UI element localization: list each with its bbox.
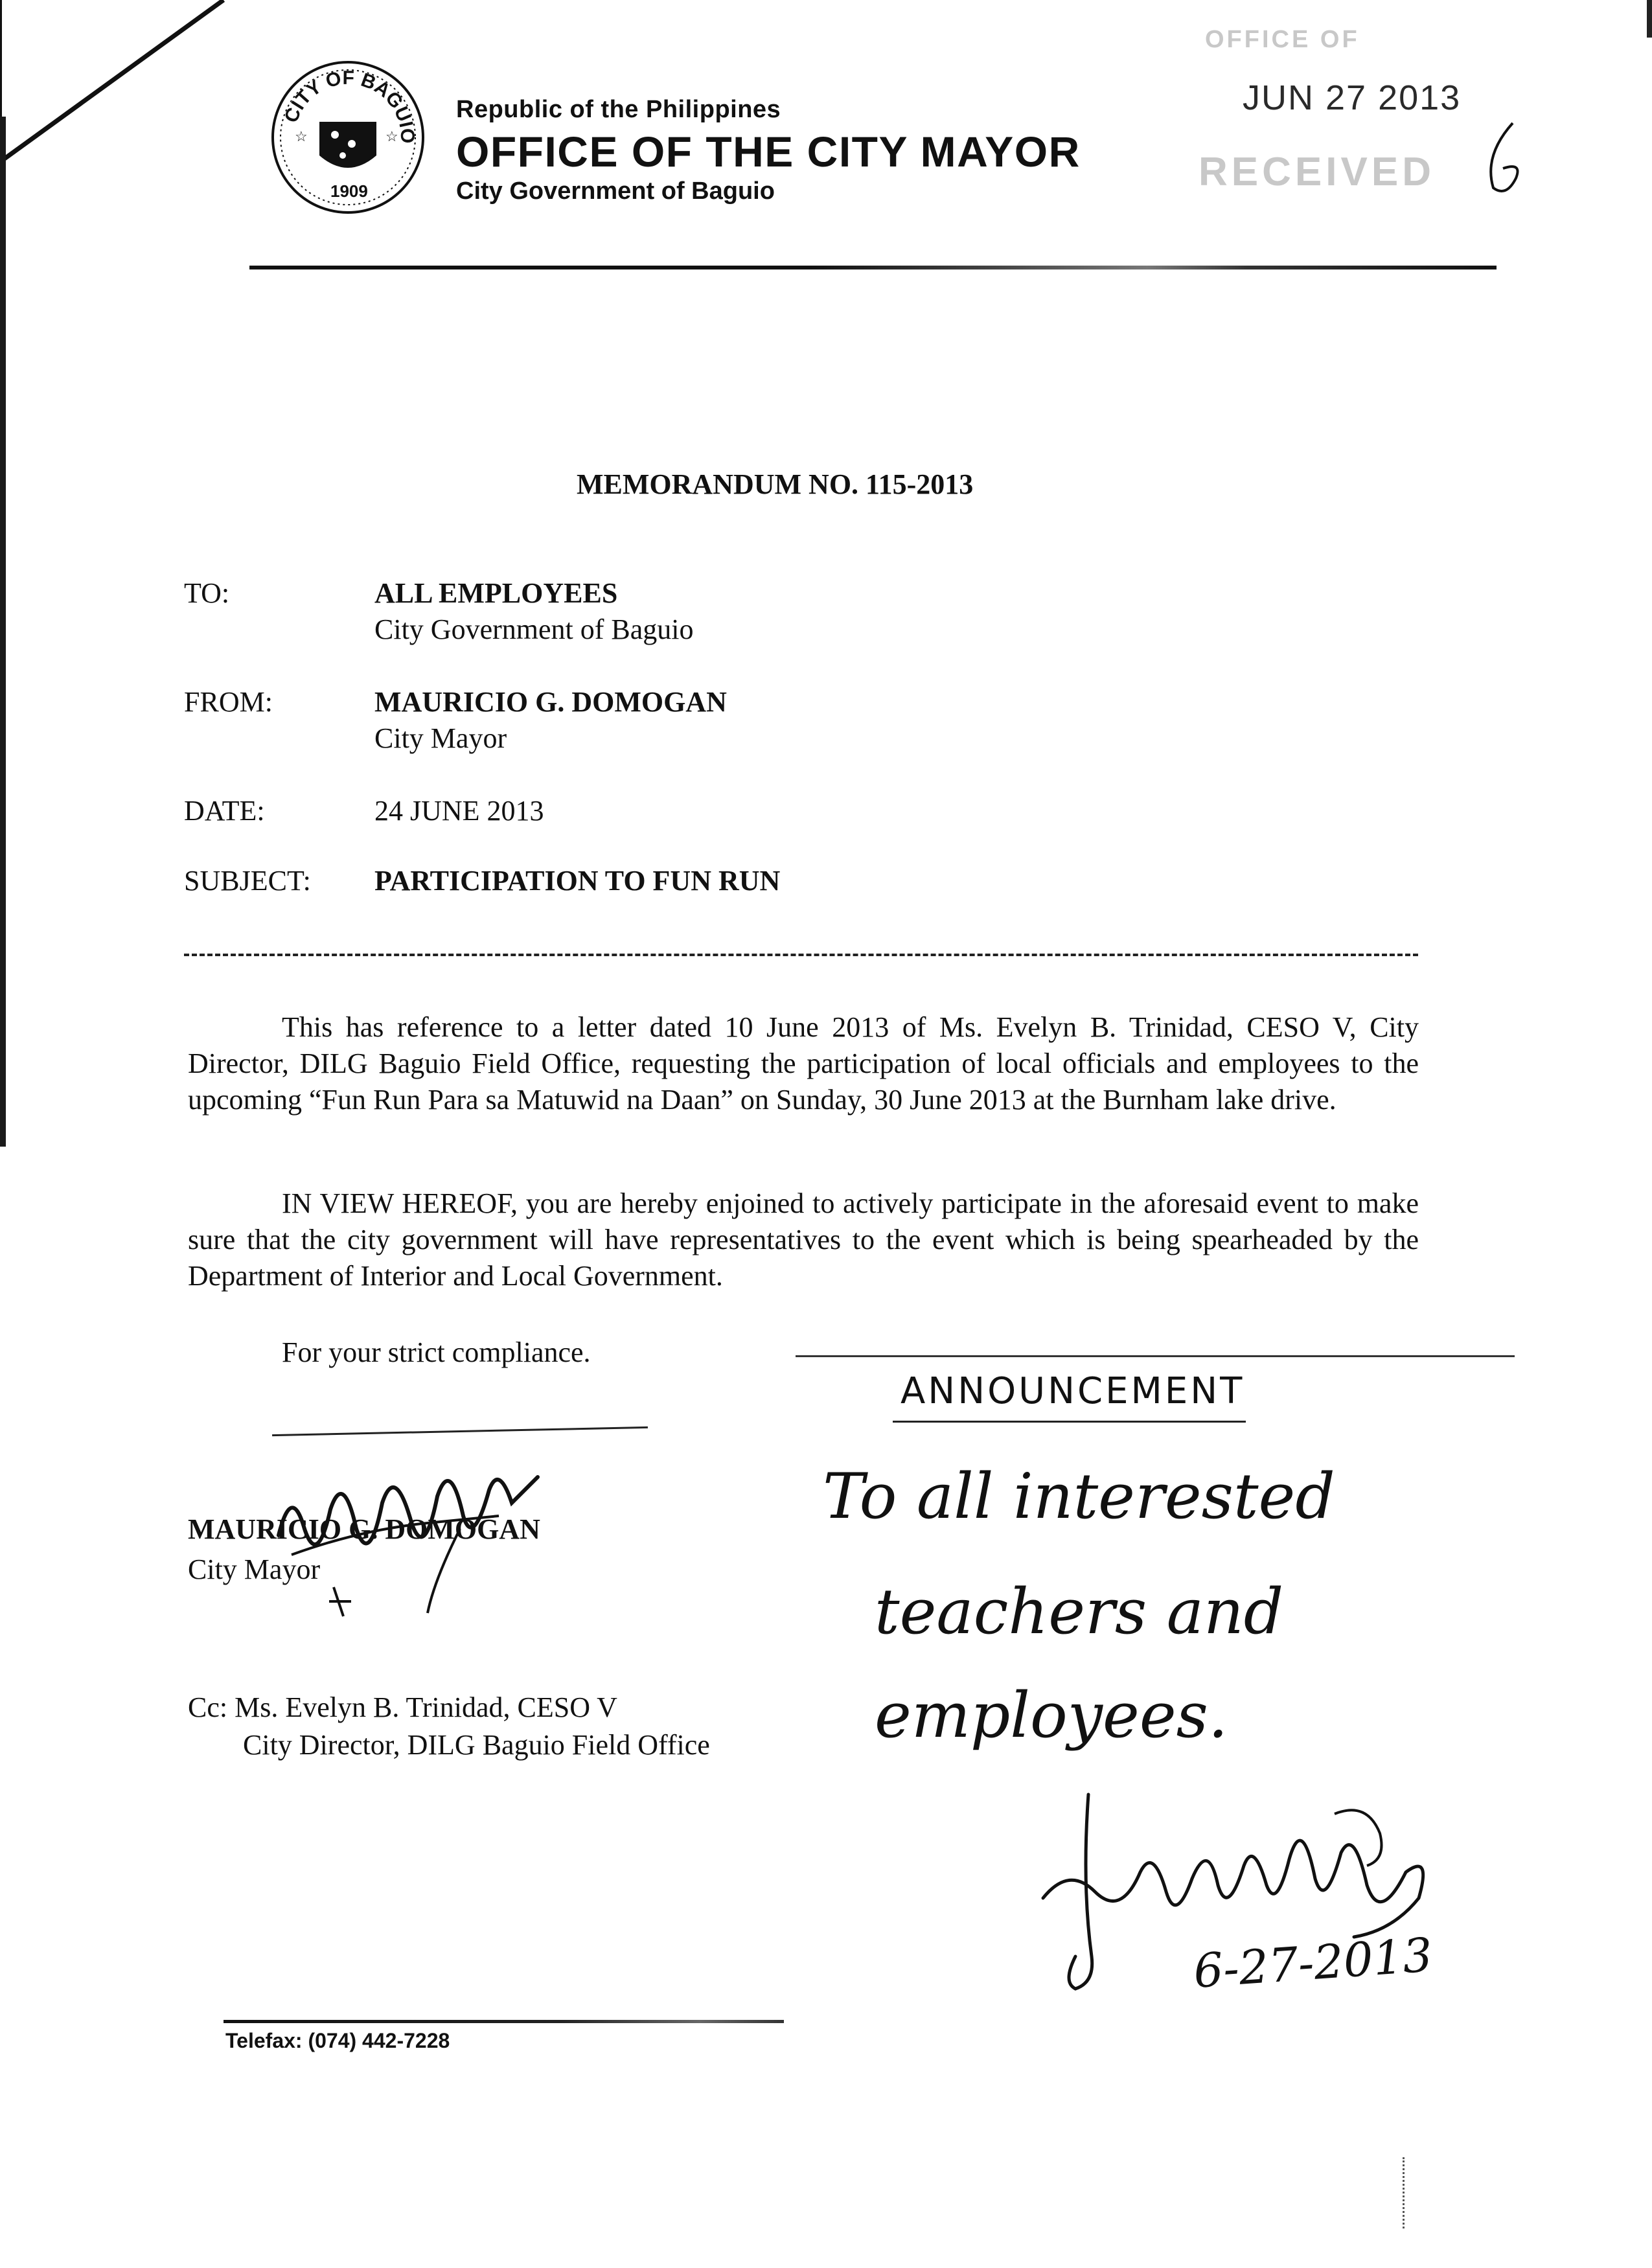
to-recipient: ALL EMPLOYEES xyxy=(374,577,618,609)
header-rule xyxy=(249,266,1497,269)
from-name: MAURICIO G. DOMOGAN xyxy=(374,686,727,718)
seal-year: 1909 xyxy=(330,181,368,201)
announcement-line-3: employees. xyxy=(875,1679,1228,1752)
stamp-office-text: OFFICE OF xyxy=(1205,26,1360,53)
footer-rule xyxy=(224,2020,784,2023)
compliance-line: For your strict compliance. xyxy=(282,1336,591,1368)
announcement-title-underline xyxy=(893,1421,1246,1423)
signatory-name: MAURICIO G. DOMOGAN xyxy=(188,1513,540,1545)
cc-recipient-title: City Director, DILG Baguio Field Office xyxy=(243,1729,710,1761)
announcement-title: ANNOUNCEMENT xyxy=(901,1370,1245,1412)
page-corner-fold xyxy=(0,0,233,194)
to-organization: City Government of Baguio xyxy=(374,613,694,645)
date-value: 24 JUNE 2013 xyxy=(374,795,544,827)
cc-recipient: Cc: Ms. Evelyn B. Trinidad, CESO V xyxy=(188,1691,617,1723)
scan-mark xyxy=(1403,2157,1410,2228)
stamp-received-text: RECEIVED xyxy=(1199,150,1435,194)
from-label: FROM: xyxy=(184,686,273,718)
city-seal-icon xyxy=(269,58,428,217)
stamp-handwritten-mark xyxy=(1477,117,1529,201)
announcement-line-1: To all interested xyxy=(823,1460,1335,1533)
memo-title: MEMORANDUM NO. 115-2013 xyxy=(577,468,974,500)
date-label: DATE: xyxy=(184,795,265,827)
signature-line xyxy=(272,1426,648,1436)
scan-edge xyxy=(0,117,6,1147)
scan-edge xyxy=(1647,0,1652,38)
announcement-line-2: teachers and xyxy=(875,1575,1284,1648)
body-paragraph-1: This has reference to a letter dated 10 June 2013 of Ms. Evelyn B. Trinidad, CESO V, City Director, DILG Baguio Field Office, requesting the participation of local officials and employees to the upcoming “Fun Run Para sa Matuwid na Daan” on Sunday, 30 June 2013 at the Burnham lake drive. xyxy=(188,1011,1419,1116)
section-divider xyxy=(184,954,1418,956)
announcement-date: 6-27-2013 xyxy=(1191,1927,1434,1999)
footer-telefax: Telefax: (074) 442-7228 xyxy=(225,2029,450,2052)
header-government: City Government of Baguio xyxy=(456,178,775,205)
svg-text:☆: ☆ xyxy=(295,128,308,144)
announcement-top-rule xyxy=(796,1355,1515,1357)
seal-text: CITY OF BAGUIO xyxy=(280,67,419,144)
signatory-title: City Mayor xyxy=(188,1553,321,1585)
stamp-date: JUN 27 2013 xyxy=(1243,78,1462,117)
svg-text:☆: ☆ xyxy=(385,128,398,144)
from-title: City Mayor xyxy=(374,722,507,754)
header-republic: Republic of the Philippines xyxy=(456,96,781,123)
body-paragraph-2: IN VIEW HEREOF, you are hereby enjoined to actively participate in the aforesaid event to make sure that the city government will have representatives to the event which is being spearheaded by the Department of Interior and Local Government. xyxy=(188,1187,1419,1292)
mayor-signature xyxy=(266,1458,564,1620)
subject-value: PARTICIPATION TO FUN RUN xyxy=(374,865,781,897)
to-label: TO: xyxy=(184,577,230,609)
subject-label: SUBJECT: xyxy=(184,865,311,897)
header-office-title: OFFICE OF THE CITY MAYOR xyxy=(456,128,1081,176)
